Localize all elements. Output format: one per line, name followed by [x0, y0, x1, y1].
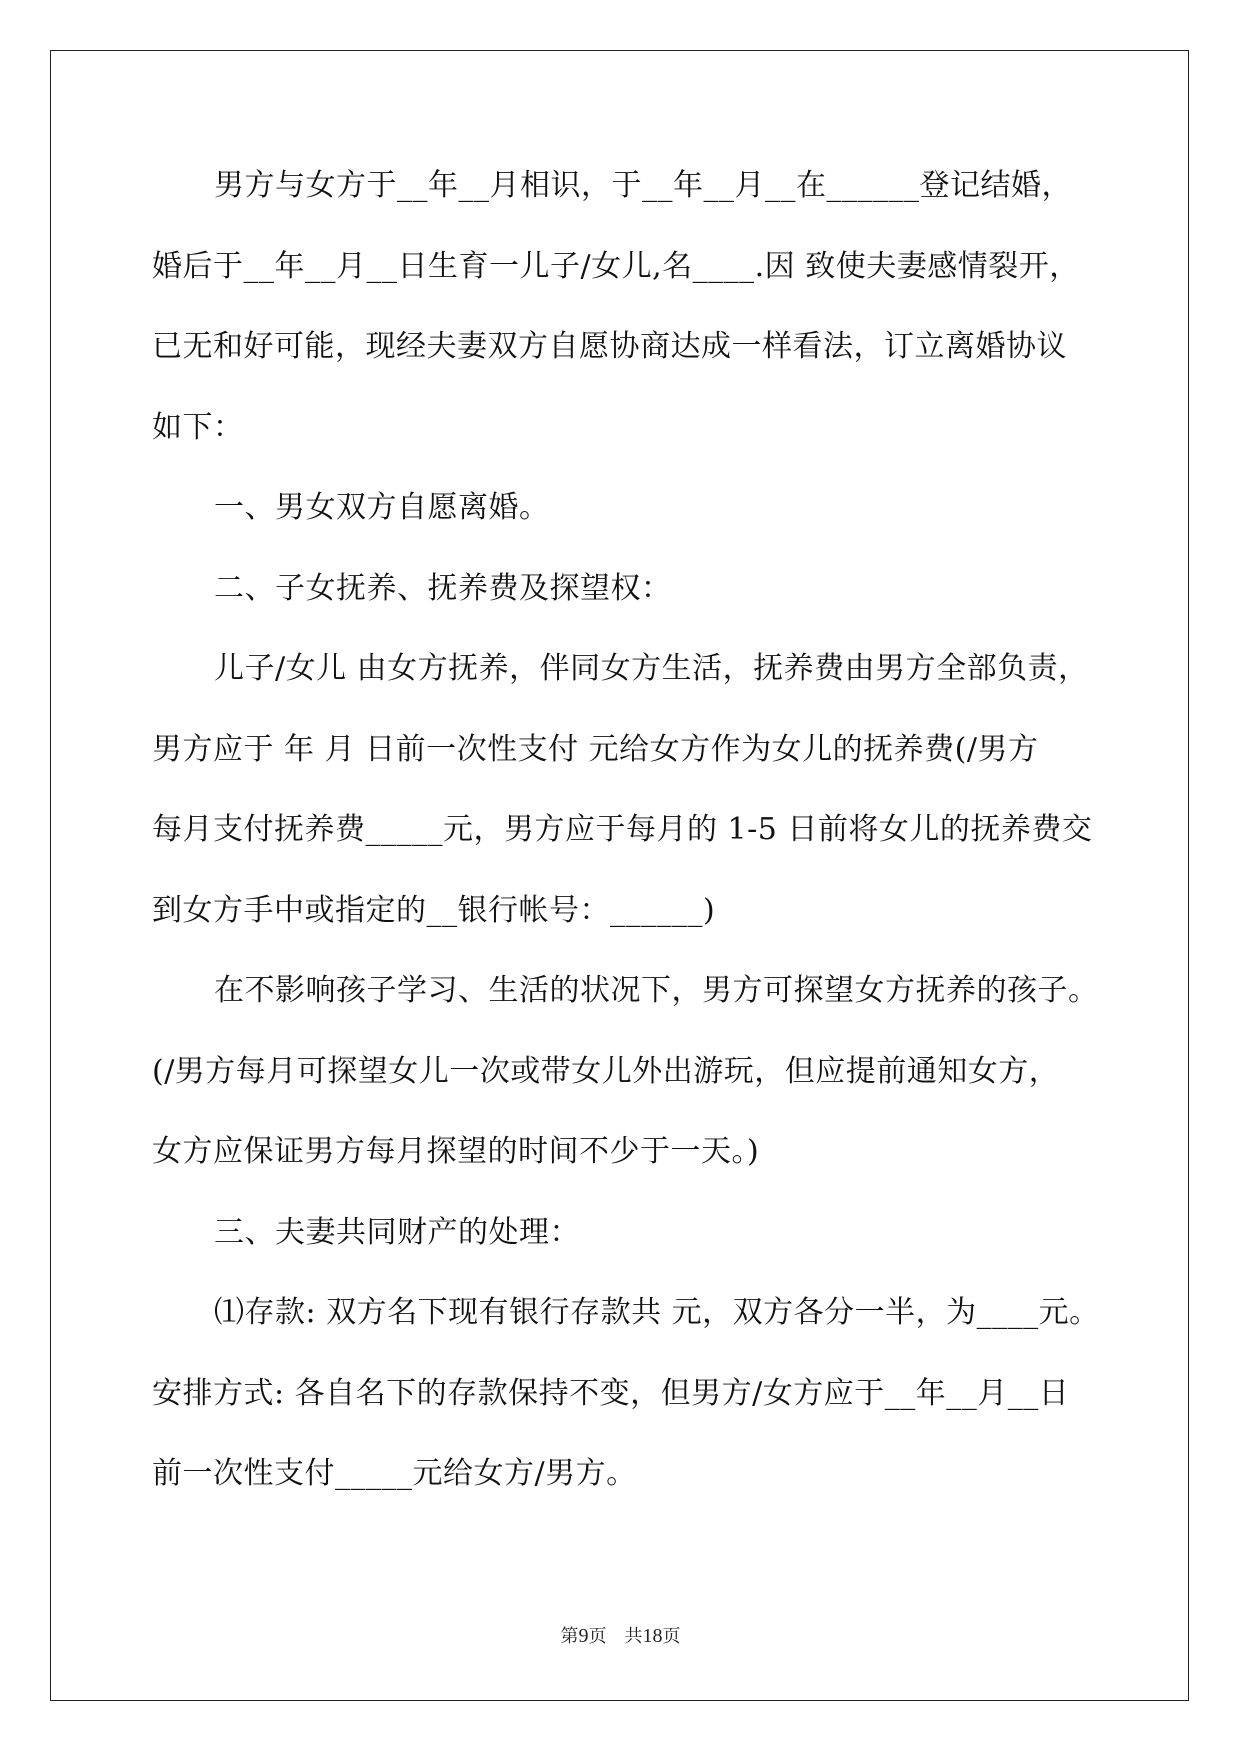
paragraph-line: 前一次性支付_____元给女方/男方。 — [152, 1456, 637, 1491]
paragraph-line: 男方与女方于__年__月相识，于__年__月__在______登记结婚， — [214, 168, 1072, 203]
section-heading-2: 二、子女抚养、抚养费及探望权： — [214, 570, 672, 606]
page-number: 9 — [578, 1625, 589, 1647]
paragraph-line: (/男方每月可探望女儿一次或带女儿外出游玩，但应提前通知女方， — [152, 1053, 1060, 1089]
paragraph-line: 安排方式: 各自名下的存款保持不变，但男方/女方应于__年__月__日 — [152, 1375, 1070, 1411]
total-suffix: 页 — [662, 1626, 681, 1647]
page-prefix: 第 — [560, 1626, 579, 1647]
agreement-body — [152, 166, 1100, 1535]
paragraph-line: 女方应保证男方每月探望的时间不少于一天。) — [152, 1134, 760, 1169]
paragraph-line: 男方应于 年 月 日前一次性支付 元给女方作为女儿的抚养费(/男方 — [152, 731, 1039, 767]
paragraph-line: 婚后于__年__月__日生育一儿子/女儿,名____.因 致使夫妻感情裂开， — [152, 248, 1080, 284]
paragraph-line: 儿子/女儿 由女方抚养，伴同女方生活，抚养费由男方全部负责， — [214, 651, 1089, 686]
paragraph-line: 已无和好可能，现经夫妻双方自愿协商达成一样看法，订立离婚协议 — [152, 329, 1067, 364]
section-heading-3: 三、夫妻共同财产的处理： — [214, 1214, 580, 1250]
page-suffix: 页 — [588, 1626, 607, 1647]
paragraph-line: 到女方手中或指定的__银行帐号：______) — [152, 892, 716, 928]
paragraph-line: ⑴存款: 双方名下现有银行存款共 元，双方各分一半，为____元。 — [214, 1295, 1100, 1330]
paragraph-line: 在不影响孩子学习、生活的状况下，男方可探望女方抚养的孩子。 — [214, 973, 1099, 1008]
total-pages: 18 — [642, 1625, 663, 1647]
section-heading-1: 一、男女双方自愿离婚。 — [214, 490, 550, 525]
paragraph-line: 如下： — [152, 409, 244, 445]
page-footer — [0, 1622, 1241, 1648]
total-prefix: 共 — [624, 1626, 643, 1647]
paragraph-line: 每月支付抚养费_____元，男方应于每月的 1-5 日前将女儿的抚养费交 — [152, 812, 1093, 847]
